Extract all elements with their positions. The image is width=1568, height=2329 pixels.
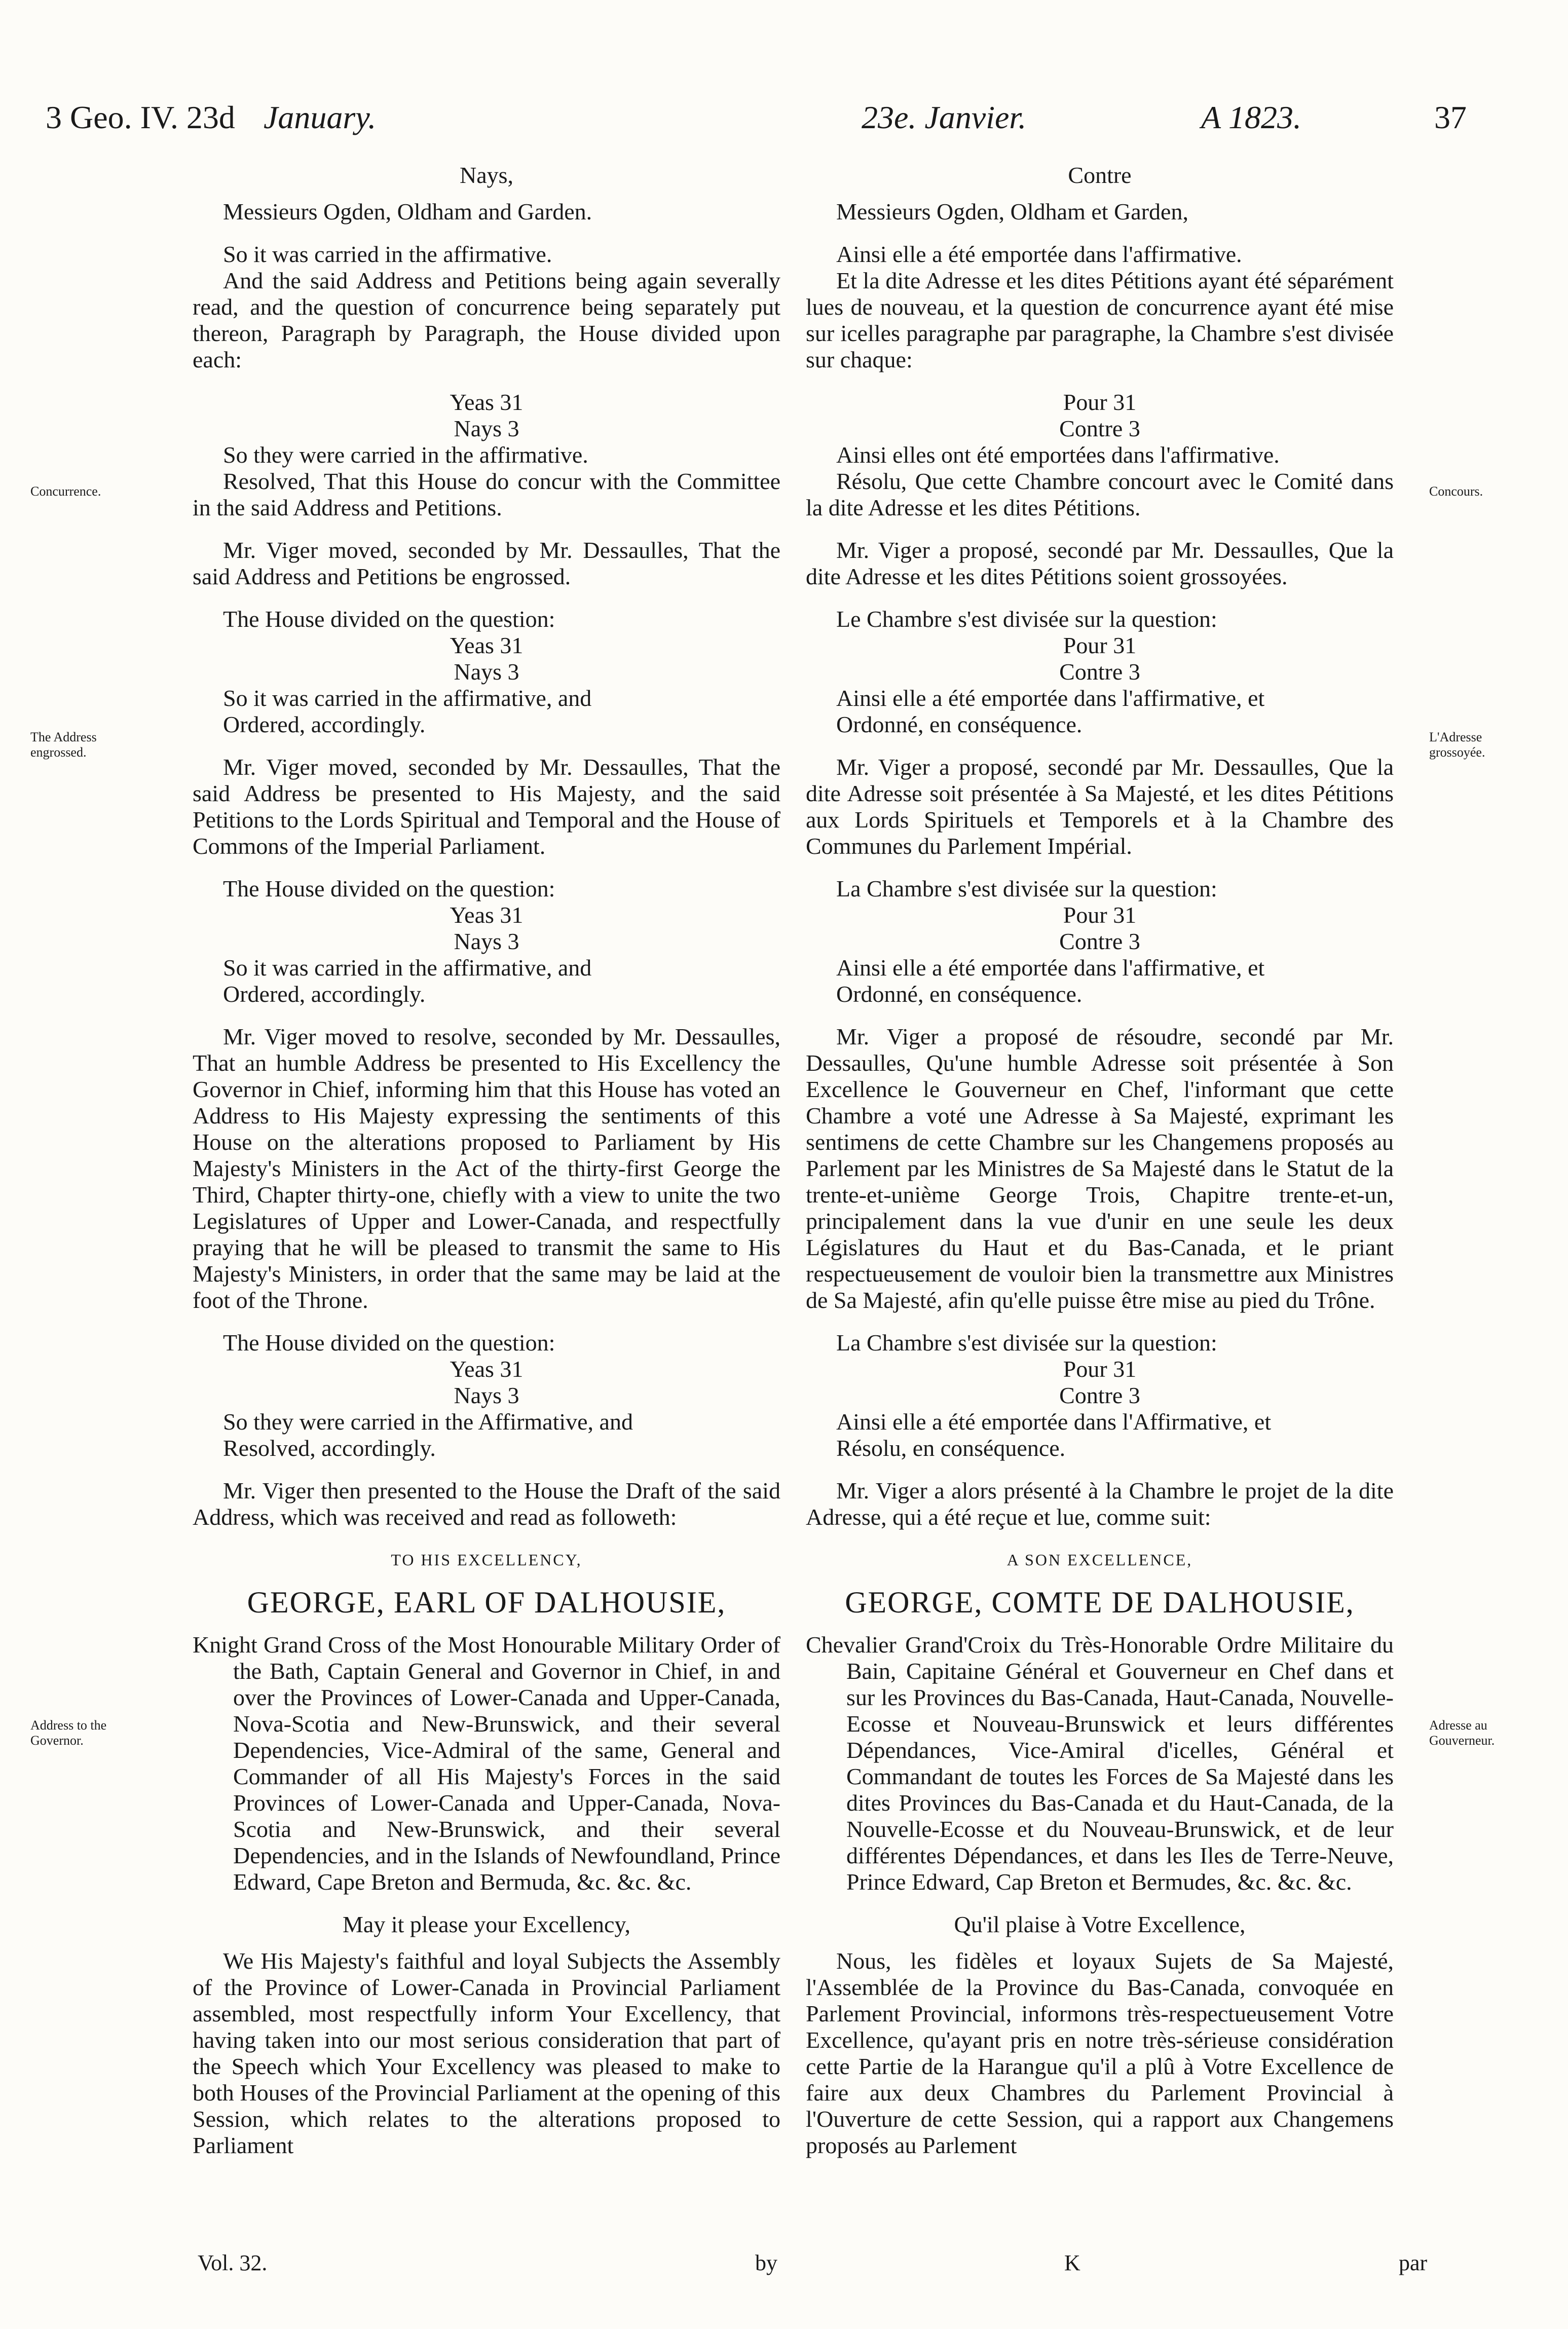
paragraph: Mr. Viger moved, seconded by Mr. Dessaulles, That the said Address be presented to His Majesty, and the said Petitions to the Lords Spiritual and Temporal and the House of Commons of the Imperial Parliament. [193,754,780,859]
paragraph: Mr. Viger a proposé de résoudre, secondé par Mr. Dessaulles, Qu'une humble Adresse soit présentée à Son Excellence le Gouverneur en Chef, l'informant que cette Chambre a voté une Adresse à Sa Majesté, exprimant les sentimens de cette Chambre sur les Changemens proposés au Parlement par les Ministres de Sa Majesté dans le Statut de la trente-et-unième George Trois, Chapitre trente-et-un, principalement dans la vue d'unir en une seule les deux Législatures du Haut et du Bas-Canada, et le priant respectueusement de vouloir bien la transmettre aux Ministres de Sa Majesté, afin qu'elle puisse être mise au pied du Trône. [806,1024,1394,1313]
vote-count: Nays 3 [454,1382,519,1408]
french-column [806,162,1394,2175]
footer-catchword-right: par [1399,2250,1428,2275]
paragraph: Nous, les fidèles et loyaux Sujets de Sa Majesté, l'Assemblée de la Province du Bas-Canada, convoquée en Parlement Provincial, informons très-respectueusement Votre Excellence, qu'ayant pris en notre très-sérieuse considération cette Partie de la Harangue qu'il a plû à Votre Excellence de faire aux deux Chambres du Parlement Provincial à l'Ouverture de cette Session, qui a rapport aux Changemens proposés au Parlement [806,1948,1394,2158]
address-title: GEORGE, COMTE DE DALHOUSIE, [845,1586,1355,1619]
paragraph: Ordered, accordingly. [223,981,426,1007]
paragraph: We His Majesty's faithful and loyal Subjects the Assembly of the Province of Lower-Canada in Provincial Parliament assembled, most respectfully inform Your Excellency, that having taken into our most serious consideration that part of the Speech which Your Excellency was pleased to make to both Houses of the Provincial Parliament at the opening of this Session, which relates to the alterations proposed to Parliament [193,1948,780,2158]
vote-count: Contre 3 [1059,659,1140,685]
paragraph: Ainsi elles ont été emportées dans l'affirmative. [836,442,1280,468]
address-styles: Knight Grand Cross of the Most Honourable Military Order of the Bath, Captain General and Governor in Chief, in and over the Provinces of Lower-Canada and Upper-Canada, Nova-Scotia and New-Brunswick, and their several Dependencies, Vice-Admiral of the same, General and Commander of all His Majesty's Forces in the said Provinces of Lower-Canada and Upper-Canada, Nova-Scotia and New-Brunswick, and their several Dependencies, and in the Islands of Newfoundland, Prince Edward, Cape Breton and Bermuda, &c. &c. &c. [193,1632,780,1895]
page-number: 37 [1434,99,1467,135]
address-title: GEORGE, EARL OF DALHOUSIE, [247,1586,726,1619]
header-regnal-year: 3 Geo. IV. 23d [46,99,235,135]
paragraph: Mr. Viger then presented to the House the Draft of the said Address, which was received and read as followeth: [193,1478,780,1530]
paragraph: Mr. Viger a proposé, secondé par Mr. Dessaulles, Que la dite Adresse soit présentée à Sa Majesté, et les dites Pétitions aux Lords Spirituels et Temporels et à la Chambre des Communes du Parlement Impérial. [806,754,1394,859]
paragraph: So it was carried in the affirmative. [223,241,552,267]
paragraph: Mr. Viger moved to resolve, seconded by Mr. Dessaulles, That an humble Address be presented to His Excellency the Governor in Chief, informing him that this House has voted an Address to His Majesty expressing the sentiments of this House on the alterations proposed to Parliament by His Majesty's Ministers in the Act of the thirty-first George the Third, Chapter thirty-one, chiefly with a view to unite the two Legislatures of Upper and Lower-Canada, and respectfully praying that he will be pleased to transmit the same to His Majesty's Ministers, in order that the same may be laid at the foot of the Throne. [193,1024,780,1313]
english-column [193,162,780,2175]
vote-count: Contre 3 [1059,928,1140,954]
centered-line: Contre [1068,162,1132,188]
vote-count: Pour 31 [1063,632,1137,658]
margin-note-concours: Concours. [1429,484,1483,499]
header-year: A 1823. [1201,99,1301,135]
paragraph: La Chambre s'est divisée sur la question: [836,876,1217,901]
margin-note-concurrence: Concurrence. [30,484,101,499]
paragraph: La Chambre s'est divisée sur la question: [836,1330,1217,1356]
vote-count: Yeas 31 [450,902,524,928]
footer-catchword-left: by [755,2250,777,2275]
address-styles: Chevalier Grand'Croix du Très-Honorable Ordre Militaire du Bain, Capitaine Général et Gouverneur en Chef dans et sur les Provinces du Bas-Canada, Haut-Canada, Nouvelle-Ecosse et Nouveau-Brunswick et leurs différentes Dépendances, Vice-Amiral d'icelles, Général et Commandant de toutes les Forces de Sa Majesté dans les dites Provinces du Bas-Canada et du Haut-Canada, de la Nouvelle-Ecosse et du Nouveau-Brunswick, et de leur différentes Dépendances, et dans les Iles de Terre-Neuve, Prince Edward, Cap Breton et Bermudes, &c. &c. &c. [806,1632,1394,1895]
margin-note-engrossed: The Address engrossed. [30,730,97,760]
vote-count: Yeas 31 [450,632,524,658]
vote-count: Yeas 31 [450,1356,524,1382]
paragraph: Ainsi elle a été emportée dans l'affirmative, et [836,685,1265,711]
address-heading: A SON EXCELLENCE, [1006,1551,1193,1569]
paragraph: Ordonné, en conséquence. [836,711,1082,737]
paragraph: So it was carried in the affirmative, and [223,685,592,711]
paragraph: Messieurs Ogden, Oldham et Garden, [836,199,1188,224]
header-date-french: 23e. Janvier. [862,99,1027,135]
margin-note-grossoyee: L'Adresse grossoyée. [1429,730,1485,760]
paragraph: Ordered, accordingly. [223,711,426,737]
centered-line: Nays, [459,162,514,188]
header-date-english: January. [264,99,377,135]
paragraph: Mr. Viger moved, seconded by Mr. Dessaulles, That the said Address and Petitions be engrossed. [193,537,780,589]
paragraph: The House divided on the question: [223,1330,555,1356]
vote-count: Yeas 31 [450,389,524,415]
paragraph: And the said Address and Petitions being again severally read, and the question of concurrence being separately put thereon, Paragraph by Paragraph, the House divided upon each: [193,268,780,372]
paragraph: Messieurs Ogden, Oldham and Garden. [223,199,592,224]
vote-count: Pour 31 [1063,902,1137,928]
paragraph: Résolu, Que cette Chambre concourt avec le Comité dans la dite Adresse et les dites Pétitions. [806,468,1394,520]
paragraph: Mr. Viger a alors présenté à la Chambre le projet de la dite Adresse, qui a été reçue et lue, comme suit: [806,1478,1394,1530]
paragraph: Resolved, accordingly. [223,1435,436,1461]
paragraph: So they were carried in the affirmative. [223,442,588,468]
paragraph: The House divided on the question: [223,606,555,632]
centered-line: May it please your Excellency, [343,1911,630,1937]
centered-line: Qu'il plaise à Votre Excellence, [954,1911,1246,1937]
address-heading: TO HIS EXCELLENCY, [391,1551,582,1569]
paragraph: Ordonné, en conséquence. [836,981,1082,1007]
vote-count: Pour 31 [1063,389,1137,415]
paragraph: Ainsi elle a été emportée dans l'affirmative, et [836,955,1265,981]
margin-note-adresse-gouverneur: Adresse au Gouverneur. [1429,1718,1495,1748]
paragraph: So they were carried in the Affirmative, and [223,1409,633,1435]
vote-count: Contre 3 [1059,1382,1140,1408]
margin-note-address-governor: Address to the Governor. [30,1718,107,1748]
vote-count: Contre 3 [1059,416,1140,441]
vote-count: Nays 3 [454,659,519,685]
vote-count: Pour 31 [1063,1356,1137,1382]
paragraph: Ainsi elle a été emportée dans l'affirmative. [836,241,1242,267]
paragraph: The House divided on the question: [223,876,555,901]
paragraph: Resolved, That this House do concur with the Committee in the said Address and Petitions. [193,468,780,520]
footer-signature: Vol. 32. [198,2250,268,2275]
vote-count: Nays 3 [454,416,519,441]
paragraph: Ainsi elle a été emportée dans l'Affirmative, et [836,1409,1272,1435]
paragraph: Mr. Viger a proposé, secondé par Mr. Dessaulles, Que la dite Adresse et les dites Pétitions soient grossoyées. [806,537,1394,589]
footer-signature-k: K [1064,2250,1080,2275]
paragraph: Résolu, en conséquence. [836,1435,1066,1461]
paragraph: Et la dite Adresse et les dites Pétitions ayant été séparément lues de nouveau, et la question de concurrence ayant été mise sur icelles paragraphe par paragraphe, la Chambre s'est divisée sur chaque: [806,268,1394,372]
paragraph: So it was carried in the affirmative, and [223,955,592,981]
paragraph: Le Chambre s'est divisée sur la question: [836,606,1217,632]
vote-count: Nays 3 [454,928,519,954]
